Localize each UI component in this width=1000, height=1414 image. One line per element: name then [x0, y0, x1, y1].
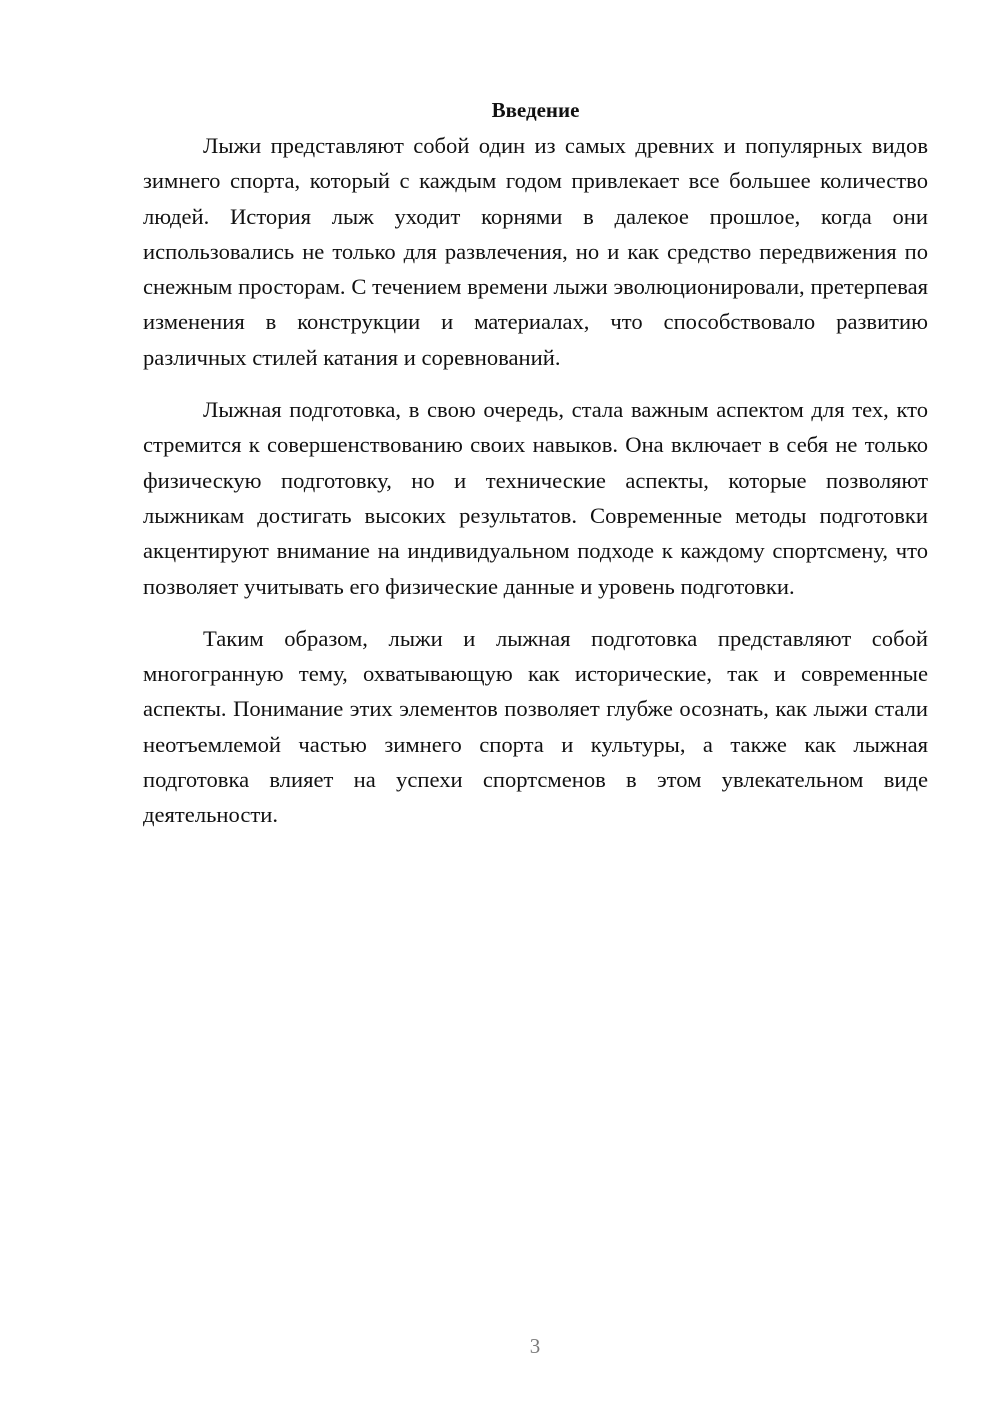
page-content — [143, 94, 928, 833]
paragraph-1: Лыжи представляют собой один из самых древних и популярных видов зимнего спорта, который с каждым годом привлекает все большее количество людей. История лыж уходит корнями в далекое прошлое, когда они использовались не только для развлечения, но и как средство передвижения по снежным просторам. С течением времени лыжи эволюционировали, претерпевая изменения в конструкции и материалах, что способствовало развитию различных стилей катания и соревнований. — [143, 133, 928, 370]
page-number: 3 — [529, 1334, 541, 1358]
paragraph-2: Лыжная подготовка, в свою очередь, стала важным аспектом для тех, кто стремится к совершенствованию своих навыков. Она включает в себя не только физическую подготовку, но и технические аспекты, которые позволяют лыжникам достигать высоких результатов. Современные методы подготовки акцентируют внимание на индивидуальном подходе к каждому спортсмену, что позволяет учитывать его физические данные и уровень подготовки. — [143, 397, 928, 599]
section-heading: Введение — [491, 98, 580, 122]
paragraph-3: Таким образом, лыжи и лыжная подготовка представляют собой многогранную тему, охватывающую как исторические, так и современные аспекты. Понимание этих элементов позволяет глубже осознать, как лыжи стали неотъемлемой частью зимнего спорта и культуры, а также как лыжная подготовка влияет на успехи спортсменов в этом увлекательном виде деятельности. — [143, 625, 928, 828]
